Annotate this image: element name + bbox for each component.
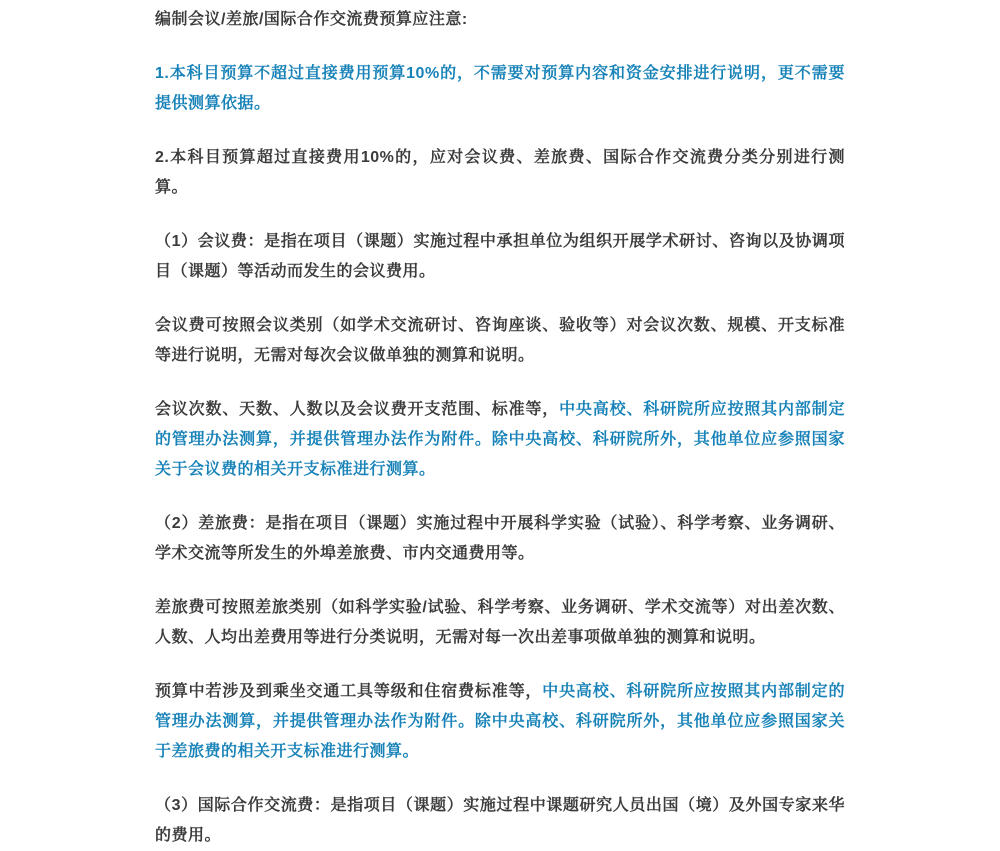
item-2-definition-text: （2）差旅费：是指在项目（课题）实施过程中开展科学实验（试验）、科学考察、业务调研、学术交流等所发生的外埠差旅费、市内交通费用等。 bbox=[155, 515, 845, 562]
rule-2 bbox=[155, 143, 845, 203]
item-1-definition-text: （1）会议费：是指在项目（课题）实施过程中承担单位为组织开展学术研讨、咨询以及协调项目（课题）等活动而发生的会议费用。 bbox=[155, 233, 845, 280]
item-1-explanation-text: 会议费可按照会议类别（如学术交流研讨、咨询座谈、验收等）对会议次数、规模、开支标准等进行说明，无需对每次会议做单独的测算和说明。 bbox=[155, 317, 845, 364]
item-2-travel-fee-definition bbox=[155, 509, 845, 569]
rule-2-text: 2.本科目预算超过直接费用10%的，应对会议费、差旅费、国际合作交流费分类分别进行测算。 bbox=[155, 149, 845, 196]
rule-1-text: 1.本科目预算不超过直接费用预算10%的，不需要对预算内容和资金安排进行说明，更不需要提供测算依据。 bbox=[155, 65, 845, 112]
item-2-travel-fee-standard bbox=[155, 677, 845, 767]
item-1-meeting-fee-explanation bbox=[155, 311, 845, 371]
document-body bbox=[155, 0, 845, 851]
item-1-meeting-fee-standard bbox=[155, 395, 845, 485]
item-1-meeting-fee-definition bbox=[155, 227, 845, 287]
item-1-standard-intro-text: 会议次数、天数、人数以及会议费开支范围、标准等， bbox=[155, 401, 560, 418]
item-2-travel-fee-explanation bbox=[155, 593, 845, 653]
intro-line bbox=[155, 5, 845, 35]
item-3-definition-text: （3）国际合作交流费：是指项目（课题）实施过程中课题研究人员出国（境）及外国专家来华的费用。 bbox=[155, 797, 845, 844]
item-1-standard-highlight-text: 中央高校、科研院所应按照其内部制定的管理办法测算，并提供管理办法作为附件。除中央高校、科研院所外，其他单位应参照国家关于会议费的相关开支标准进行测算。 bbox=[155, 401, 845, 478]
rule-1 bbox=[155, 59, 845, 119]
item-3-international-fee-definition bbox=[155, 791, 845, 851]
item-2-standard-intro-text: 预算中若涉及到乘坐交通工具等级和住宿费标准等， bbox=[155, 683, 543, 700]
item-2-explanation-text: 差旅费可按照差旅类别（如科学实验/试验、科学考察、业务调研、学术交流等）对出差次数、人数、人均出差费用等进行分类说明，无需对每一次出差事项做单独的测算和说明。 bbox=[155, 599, 845, 646]
intro-line-text: 编制会议/差旅/国际合作交流费预算应注意: bbox=[155, 11, 468, 28]
item-2-standard-highlight-text: 中央高校、科研院所应按照其内部制定的管理办法测算，并提供管理办法作为附件。除中央高校、科研院所外，其他单位应参照国家关于差旅费的相关开支标准进行测算。 bbox=[155, 683, 845, 760]
